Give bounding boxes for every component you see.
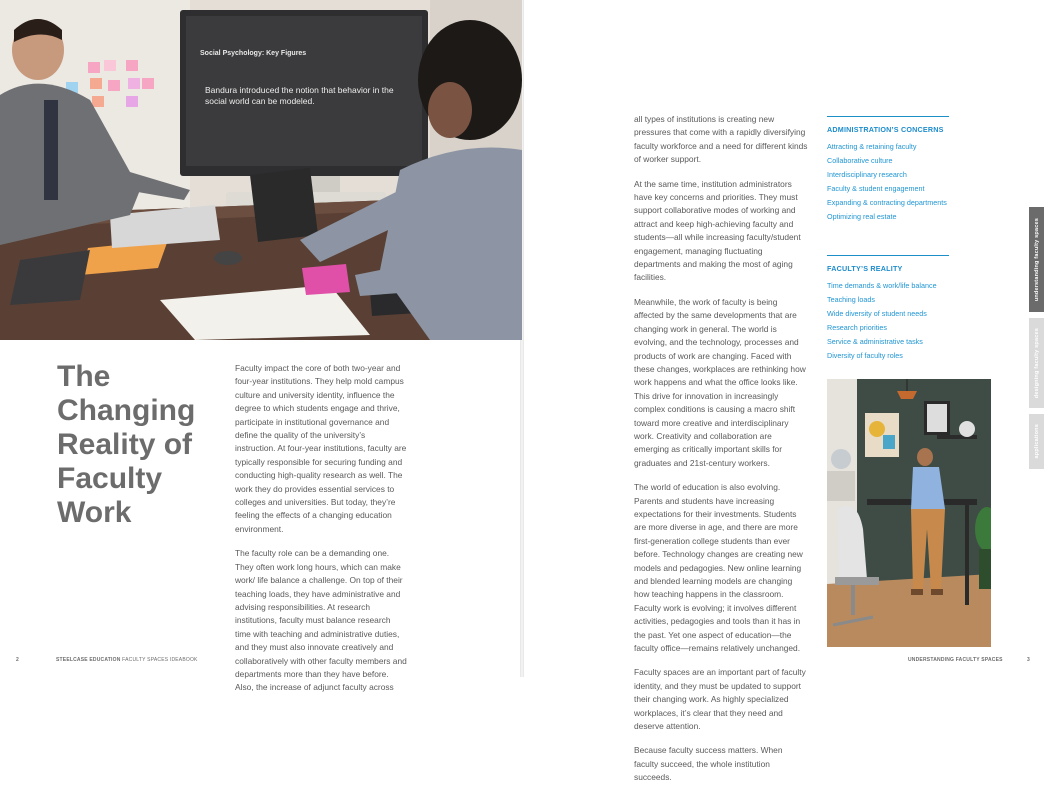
screen-kicker: Social Psychology: Key Figures bbox=[200, 50, 307, 57]
paragraph: all types of institutions is creating new pressures that come with a rapidly diversifying faculty workforce and a need for different kinds of worker support. bbox=[634, 114, 808, 165]
tab-applications[interactable] bbox=[1029, 414, 1044, 469]
sidebar-item: Service & administrative tasks bbox=[827, 337, 923, 346]
paragraph: Faculty spaces are an important part of faculty identity, and they must be updated to support their changing work. As highly specialized workplaces, it’s clear that they need and deserve attention. bbox=[634, 667, 806, 732]
sidebar-item: Attracting & retaining faculty bbox=[827, 142, 917, 151]
tab-designing-faculty-spaces[interactable] bbox=[1029, 318, 1044, 408]
sidebar-title: ADMINISTRATION’S CONCERNS bbox=[827, 125, 944, 134]
footer-right: UNDERSTANDING FACULTY SPACES bbox=[908, 657, 1003, 663]
screen-quote: Bandura introduced the notion that behavior in the social world can be modeled. bbox=[205, 85, 394, 106]
page-number-right: 3 bbox=[1027, 657, 1030, 663]
paragraph: Because faculty success matters. When faculty succeed, the whole institution succeeds. bbox=[634, 745, 783, 783]
sidebar-rule bbox=[827, 255, 949, 256]
paragraph: At the same time, institution administrators have key concerns and priorities. They must support collaborative modes of working and attract and keep high-achieving faculty and students—all while increasing faculty/student engagement, managing fluctuating departments and making the most of aging facilities. bbox=[634, 178, 801, 283]
office-photo bbox=[827, 379, 991, 647]
sidebar-item: Interdisciplinary research bbox=[827, 170, 907, 179]
body-column-1 bbox=[235, 362, 408, 706]
sidebar-item: Research priorities bbox=[827, 323, 887, 332]
sidebar-item: Faculty & student engagement bbox=[827, 184, 925, 193]
faculty-reality-sidebar bbox=[827, 255, 949, 363]
tab-understanding-faculty-spaces[interactable] bbox=[1029, 207, 1044, 312]
tab-label: designing faculty spaces bbox=[1033, 327, 1040, 399]
tab-label: understanding faculty spaces bbox=[1033, 217, 1040, 302]
sidebar-item: Wide diversity of student needs bbox=[827, 309, 927, 318]
admin-concerns-sidebar bbox=[827, 116, 949, 224]
footer-brand: STEELCASE EDUCATION bbox=[56, 657, 121, 663]
sidebar-item: Expanding & contracting departments bbox=[827, 198, 947, 207]
sidebar-item: Collaborative culture bbox=[827, 156, 893, 165]
sidebar-title: FACULTY’S REALITY bbox=[827, 264, 903, 273]
paragraph: The world of education is also evolving. Parents and students have increasing expectations for their investments. Students are more diverse in age, and there are more first-generation college students than ever before. Technology changes are creating new models and pedagogies. New online learning and blended learning models are changing how teaching happens in the classroom. Faculty work is evolving; it involves different activities, pedagogies and tools than it has in the past. Yet one aspect of education—the faculty office—remains relatively unchanged. bbox=[634, 482, 803, 654]
sidebar-rule bbox=[827, 116, 949, 117]
sidebar-item: Time demands & work/life balance bbox=[827, 281, 937, 290]
body-column-2 bbox=[634, 113, 808, 796]
paragraph: The faculty role can be a demanding one. They often work long hours, which can make work/ life balance a challenge. On top of their teaching loads, they have administrative and advising responsibilities. At research institutions, faculty must balance research time with teaching and administrative duties, and they must also innovate creatively and collaboratively with other faculty members and departments more than they have before. Also, the increase of adjunct faculty across bbox=[235, 548, 407, 693]
footer-book-title: FACULTY SPACES IDEABOOK bbox=[122, 657, 198, 663]
paragraph: Meanwhile, the work of faculty is being affected by the same developments that are changing work in general. The world is evolving, and the technology, processes and products of work are changing. Faced with these changes, workplaces are rethinking how work happens and what the office looks like. This drive for innovation in increasingly complex conditions is causing a macro shift toward more creative and interdisciplinary work. Creativity and collaboration are emerging as critically important skills for graduates and 21st-century workers. bbox=[634, 296, 806, 468]
sidebar-item: Optimizing real estate bbox=[827, 212, 897, 221]
footer-left bbox=[56, 657, 198, 663]
sidebar-item: Diversity of faculty roles bbox=[827, 351, 903, 360]
tab-label: applications bbox=[1033, 424, 1040, 459]
sidebar-item: Teaching loads bbox=[827, 295, 875, 304]
paragraph: Faculty impact the core of both two-year and four-year institutions. They help mold campus culture and university identity, influence the degree to which students engage and thrive, participate in institutional governance and define the quality of the university’s instruction. At four-year institutions, faculty are typically responsible for securing funding and conducting high-quality research as well. The work they do provides essential services to colleges and universities. But today, they’re feeling the effects of a changing education environment. bbox=[235, 363, 407, 534]
page-number-left: 2 bbox=[16, 657, 19, 663]
classroom-photo bbox=[0, 0, 522, 340]
page-title: The Changing Reality of Faculty Work bbox=[57, 360, 196, 529]
